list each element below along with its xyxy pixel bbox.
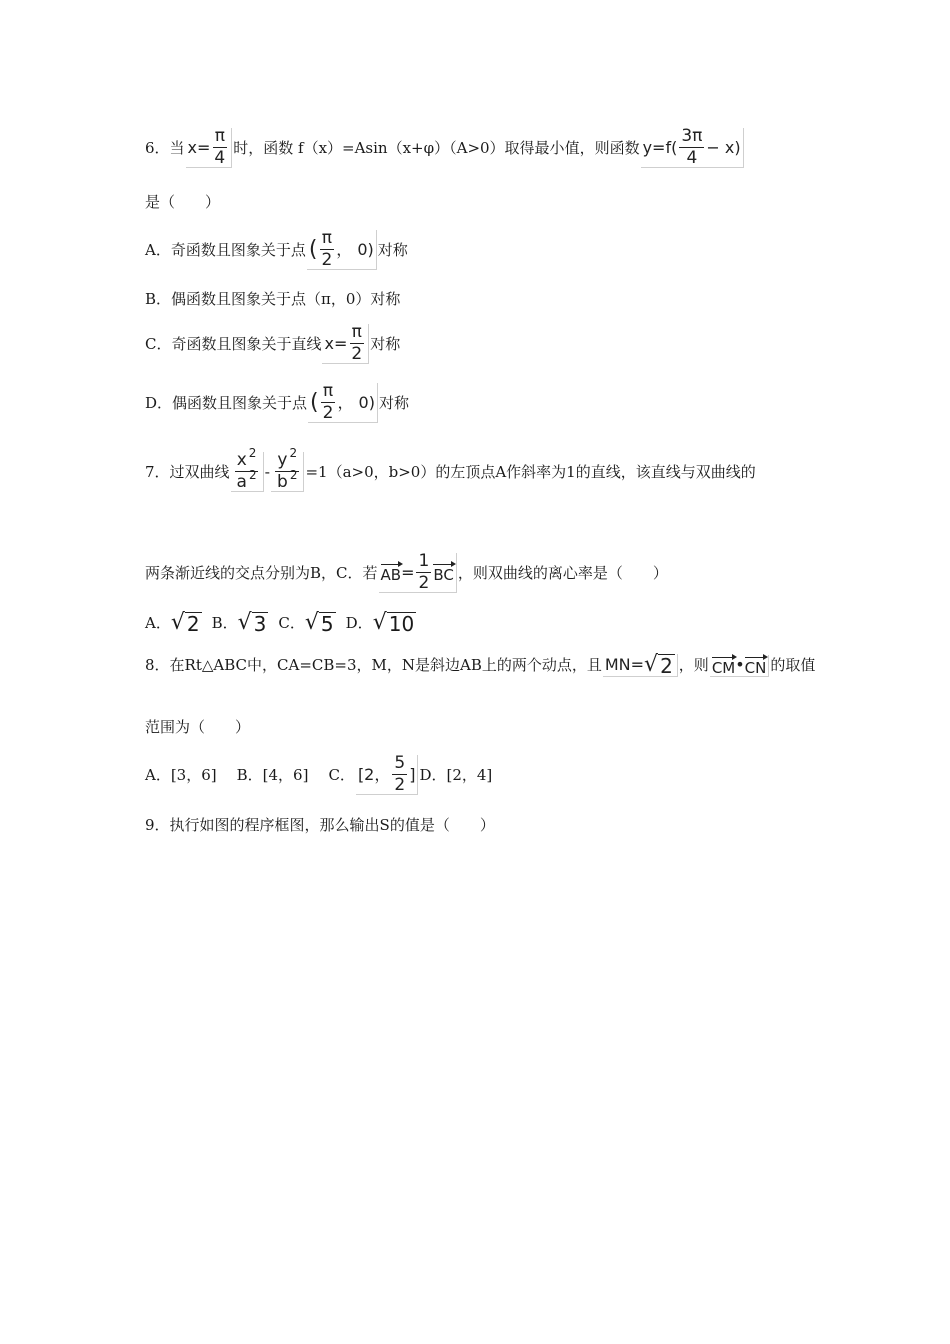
q8-stem-line2: 范围为（ ） [145,718,251,736]
q6-formula-x: x= $\frac{\pi}{4}$ [186,128,233,168]
q8-options: A．[3，6] B．[4，6] C． [2， $\frac{5}{2}$ ] D．[2，4] [145,753,493,795]
q7-options: A． √ 2 B． √ 3 C． √ 5 D． √ 10 [145,610,415,636]
q6-formula-y: y=f( $\frac{3\pi}{4}$ − x) [641,128,744,168]
q6-stem-a: 6．当 [145,138,185,157]
q7-hyperbola-x: $\frac{x ^2}{a ^2}$ [231,452,264,492]
q7-sqrt-5: √ 5 [304,610,334,636]
q6-stem-b: 时，函数 f（x）=Asin（x+φ）（A>0）取得最小值，则函数 [233,138,640,157]
q7-vector-eq: AB = $\frac{1}{2}$ BC [379,553,457,593]
q6-point-a: ( $\frac{\pi}{2}$ ， 0) [307,230,377,270]
q7-sqrt-3: √ 3 [237,610,267,636]
q6-option-a: A．奇函数且图象关于点 ( $\frac{\pi}{2}$ ， 0) 对称 [145,228,408,270]
q6-four: 4 [214,148,226,168]
q8-mn-eq: MN= √ 2 [603,654,678,677]
q7-sqrt-2: √ 2 [170,610,200,636]
q6-point-d: ( $\frac{\pi}{2}$ ， 0) [308,383,378,423]
q6-line-c: x= $\frac{\pi}{2}$ [322,324,369,364]
q9-stem: 9．执行如图的程序框图，那么输出S的值是（ ） [145,816,495,834]
q6-stem-line1 [145,128,745,168]
q6-option-b: B．偶函数且图象关于点（π，0）对称 [145,290,401,308]
q7-stem-line2: 两条渐近线的交点分别为B，C．若 AB = $\frac{1}{2}$ BC ，则双曲线的离心率是（ ） [145,551,668,593]
q6-stem-c: 是（ ） [145,193,221,211]
q8-dot-product: CM • CN [710,655,770,677]
q8-stem-line1: 8．在Rt△ABC中，CA=CB=3，M，N是斜边AB上的两个动点，且 MN= √ 2 ，则 CM • CN 的取值 [145,652,816,678]
q6-option-c: C．奇函数且图象关于直线 x= $\frac{\pi}{2}$ 对称 [145,322,401,364]
q7-sqrt-10: √ 10 [372,610,415,636]
q7-hyperbola-y: $\frac{y ^2}{b ^2}$ [271,452,304,492]
q7-stem-line1: 7．过双曲线 $\frac{x ^2}{a ^2}$ - $\frac{y ^2}{b ^2}$ =1（a>0，b>0）的左顶点A作斜率为1的直线，该直线与双曲线的 [145,446,756,492]
q8-interval-c: [2， $\frac{5}{2}$ ] [356,755,419,795]
q6-option-d: D．偶函数且图象关于点 ( $\frac{\pi}{2}$ ， 0) 对称 [145,381,409,423]
q6-pi: π [214,126,225,146]
q6-stem-line2 [145,195,220,210]
